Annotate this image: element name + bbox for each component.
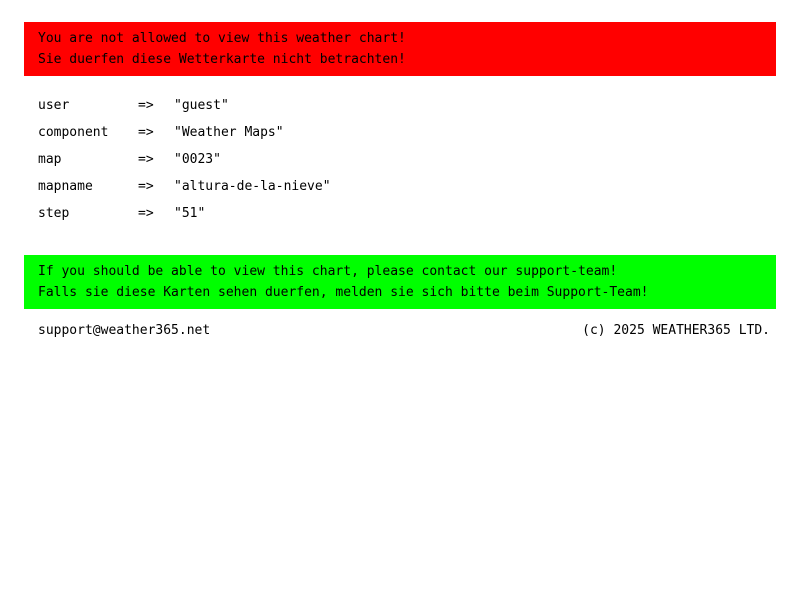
section-spacer bbox=[0, 231, 800, 255]
error-banner bbox=[24, 22, 776, 76]
param-arrow: => bbox=[138, 98, 154, 113]
param-arrow: => bbox=[138, 179, 154, 194]
param-key: step bbox=[38, 206, 70, 221]
table-row bbox=[38, 96, 331, 123]
param-arrow: => bbox=[138, 125, 154, 140]
param-arrow: => bbox=[138, 206, 154, 221]
param-value: "guest" bbox=[174, 98, 229, 113]
param-key: component bbox=[38, 125, 109, 140]
support-banner-line-en: If you should be able to view this chart, please contact our support-team! bbox=[38, 264, 618, 279]
param-key: mapname bbox=[38, 179, 93, 194]
footer bbox=[24, 323, 776, 343]
error-banner-line-de: Sie duerfen diese Wetterkarte nicht betrachten! bbox=[38, 52, 406, 67]
table-row bbox=[38, 177, 331, 204]
param-value: "51" bbox=[174, 206, 206, 221]
param-arrow: => bbox=[138, 152, 154, 167]
support-banner bbox=[24, 255, 776, 309]
parameter-table bbox=[38, 96, 331, 231]
copyright-text: (c) 2025 WEATHER365 LTD. bbox=[582, 323, 770, 338]
support-email-link[interactable]: support@weather365.net bbox=[38, 323, 211, 338]
param-value: "altura-de-la-nieve" bbox=[174, 179, 331, 194]
param-value: "Weather Maps" bbox=[174, 125, 284, 140]
param-value: "0023" bbox=[174, 152, 221, 167]
param-key: user bbox=[38, 98, 70, 113]
table-row bbox=[38, 204, 331, 231]
table-row bbox=[38, 123, 331, 150]
support-banner-line-de: Falls sie diese Karten sehen duerfen, melden sie sich bitte beim Support-Team! bbox=[38, 285, 649, 300]
param-key: map bbox=[38, 152, 62, 167]
table-row bbox=[38, 150, 331, 177]
error-banner-line-en: You are not allowed to view this weather chart! bbox=[38, 31, 406, 46]
